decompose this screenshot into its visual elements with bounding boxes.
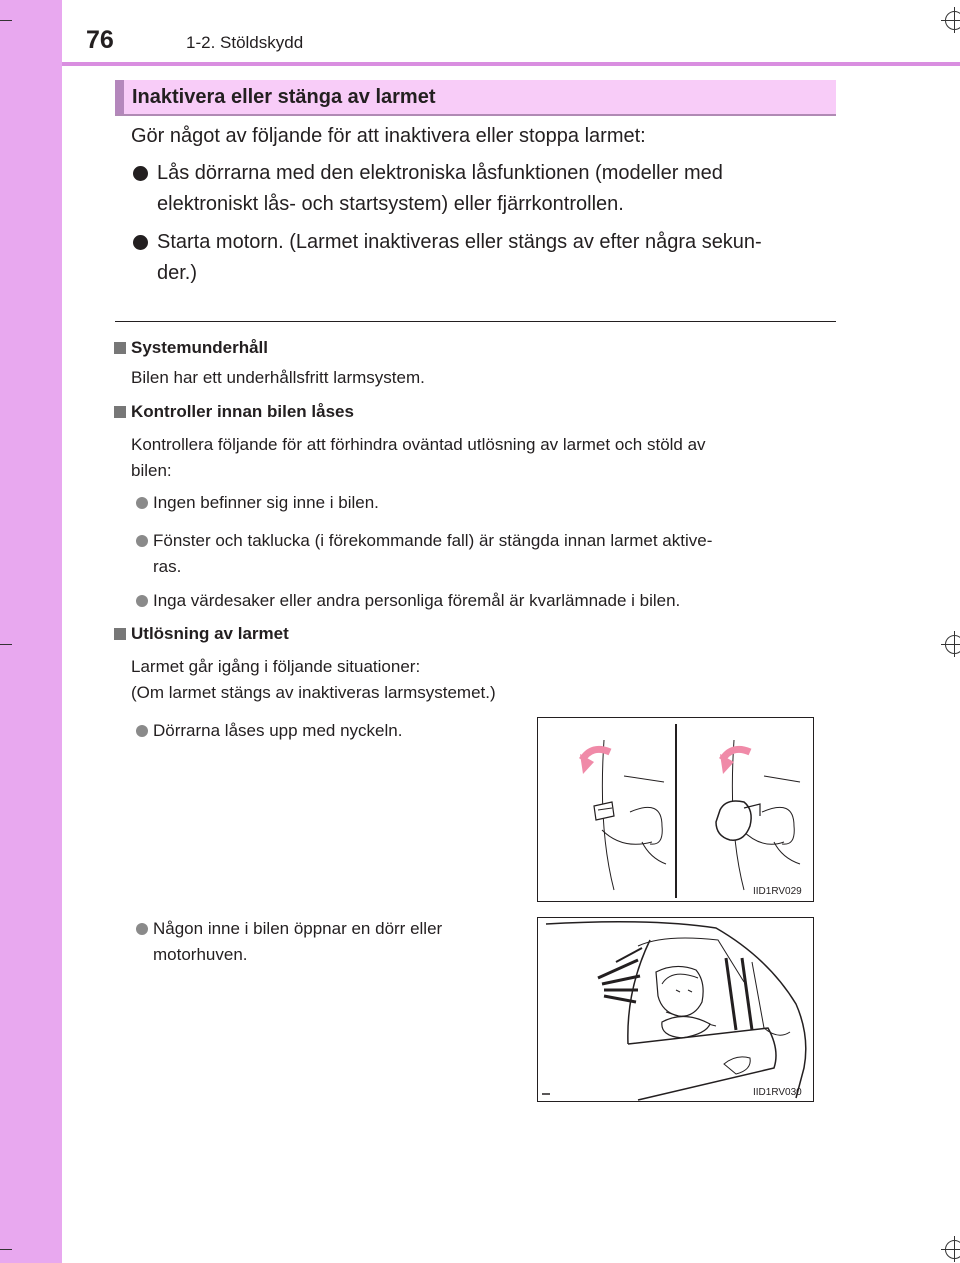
section-header-accent <box>115 80 124 114</box>
section-header <box>115 80 836 116</box>
list-item: Fönster och taklucka (i förekommande fall) är stängda innan larmet aktive- <box>153 531 713 550</box>
figure-code: IID1RV029 <box>753 886 802 897</box>
note-heading: Kontroller innan bilen låses <box>131 402 354 421</box>
list-bullet <box>136 497 148 509</box>
bullet-text: der.) <box>157 262 198 284</box>
square-bullet <box>114 406 126 418</box>
square-bullet <box>114 342 126 354</box>
section-intro: Gör något av följande för att inaktivera eller stoppa larmet: <box>131 125 646 147</box>
crop-mark-left-middle <box>0 644 12 645</box>
section-title: Inaktivera eller stänga av larmet <box>132 86 436 108</box>
door-opened-illustration <box>538 918 813 1101</box>
list-bullet <box>136 535 148 547</box>
note-text: Bilen har ett underhållsfritt larmsystem. <box>131 368 425 387</box>
section-divider <box>115 321 836 322</box>
registration-mark-middle <box>941 631 960 657</box>
list-item: Dörrarna låses upp med nyckeln. <box>153 721 403 740</box>
note-text: bilen: <box>131 461 172 480</box>
list-item: ras. <box>153 557 182 576</box>
list-bullet <box>136 923 148 935</box>
note-text: Kontrollera följande för att förhindra oväntad utlösning av larmet och stöld av <box>131 435 706 454</box>
list-bullet <box>136 725 148 737</box>
figure-key-unlock <box>537 717 814 902</box>
list-bullet <box>136 595 148 607</box>
bullet <box>133 235 148 250</box>
square-bullet <box>114 628 126 640</box>
bullet-text: Lås dörrarna med den elektroniska låsfunktionen (modeller med <box>157 162 723 184</box>
chapter-title: 1-2. Stöldskydd <box>186 33 304 52</box>
figure-door-opened <box>537 917 814 1102</box>
page-number: 76 <box>86 26 114 54</box>
bullet-text: elektroniskt lås- och startsystem) eller fjärrkontrollen. <box>157 193 624 215</box>
bullet <box>133 166 148 181</box>
registration-mark-top <box>941 7 960 33</box>
figure-code: IID1RV030 <box>753 1087 802 1098</box>
list-item: motorhuven. <box>153 945 248 964</box>
note-heading: Utlösning av larmet <box>131 624 289 643</box>
crop-mark-left-top <box>0 20 12 21</box>
side-color-band <box>0 0 62 1263</box>
note-text: Larmet går igång i följande situationer: <box>131 657 421 676</box>
registration-mark-bottom <box>941 1236 960 1262</box>
key-unlock-illustration <box>538 718 813 901</box>
note-text: (Om larmet stängs av inaktiveras larmsystemet.) <box>131 683 496 702</box>
list-item: Ingen befinner sig inne i bilen. <box>153 493 379 512</box>
header-rule <box>62 62 960 66</box>
bullet-text: Starta motorn. (Larmet inaktiveras eller stängs av efter några sekun- <box>157 231 762 253</box>
list-item: Någon inne i bilen öppnar en dörr eller <box>153 919 443 938</box>
list-item: Inga värdesaker eller andra personliga föremål är kvarlämnade i bilen. <box>153 591 681 610</box>
note-heading: Systemunderhåll <box>131 338 268 357</box>
crop-mark-left-bottom <box>0 1249 12 1250</box>
